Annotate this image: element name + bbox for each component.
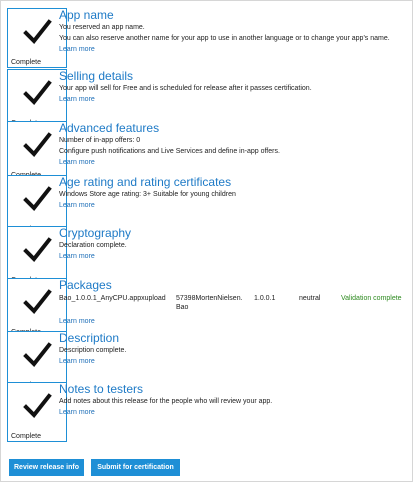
status-tile — [7, 278, 67, 338]
step-title: App name — [59, 8, 114, 22]
checkmark-icon — [22, 391, 52, 421]
checkmark-icon — [22, 78, 52, 108]
status-tile — [7, 69, 67, 129]
package-publisher-line: 57398MortenNielsen. — [176, 295, 243, 302]
status-tile — [7, 8, 67, 68]
step-text: You can also reserve another name for your app to use in another language or to change your app's name. — [59, 35, 390, 42]
step-text: Declaration complete. — [59, 242, 127, 249]
step-text: Configure push notifications and Live Services and define in-app offers. — [59, 148, 280, 155]
checkmark-icon — [22, 184, 52, 214]
status-tile — [7, 382, 67, 442]
package-architecture: neutral — [299, 295, 321, 302]
package-row — [59, 292, 409, 316]
step-text: Number of in-app offers: 0 — [59, 137, 141, 144]
learn-more-link[interactable]: Learn more — [59, 96, 95, 103]
step-title: Description — [59, 331, 120, 345]
package-publisher-line: Bao — [176, 304, 189, 311]
package-validation-status: Validation complete — [341, 295, 402, 302]
package-version: 1.0.0.1 — [254, 295, 276, 302]
step-title: Notes to testers — [59, 382, 144, 396]
package-file: Bao_1.0.0.1_AnyCPU.appxupload — [59, 295, 166, 302]
status-label: Complete — [11, 59, 41, 66]
learn-more-link[interactable]: Learn more — [59, 202, 95, 209]
step-title: Age rating and rating certificates — [59, 175, 232, 189]
checkmark-icon — [22, 287, 52, 317]
step-title: Advanced features — [59, 121, 160, 135]
checkmark-icon — [22, 340, 52, 370]
step-text: Description complete. — [59, 347, 127, 354]
status-tile — [7, 121, 67, 181]
review-release-info-button[interactable]: Review release info — [9, 459, 84, 476]
step-title: Selling details — [59, 69, 134, 83]
step-title: Cryptography — [59, 226, 132, 240]
learn-more-link[interactable]: Learn more — [59, 46, 95, 53]
step-text: You reserved an app name. — [59, 24, 145, 31]
learn-more-link[interactable]: Learn more — [59, 358, 95, 365]
status-tile — [7, 226, 67, 286]
checkmark-icon — [22, 235, 52, 265]
checkmark-icon — [22, 17, 52, 47]
step-text: Windows Store age rating: 3+ Suitable for young children — [59, 191, 236, 198]
checkmark-icon — [22, 130, 52, 160]
step-text: Your app will sell for Free and is scheduled for release after it passes certification. — [59, 85, 312, 92]
learn-more-link[interactable]: Learn more — [59, 318, 95, 325]
learn-more-link[interactable]: Learn more — [59, 409, 95, 416]
step-text: Add notes about this release for the people who will review your app. — [59, 398, 273, 405]
package-publisher — [176, 294, 243, 312]
learn-more-link[interactable]: Learn more — [59, 159, 95, 166]
submit-for-certification-button[interactable]: Submit for certification — [91, 459, 180, 476]
step-title: Packages — [59, 278, 112, 292]
status-label: Complete — [11, 433, 41, 440]
learn-more-link[interactable]: Learn more — [59, 253, 95, 260]
